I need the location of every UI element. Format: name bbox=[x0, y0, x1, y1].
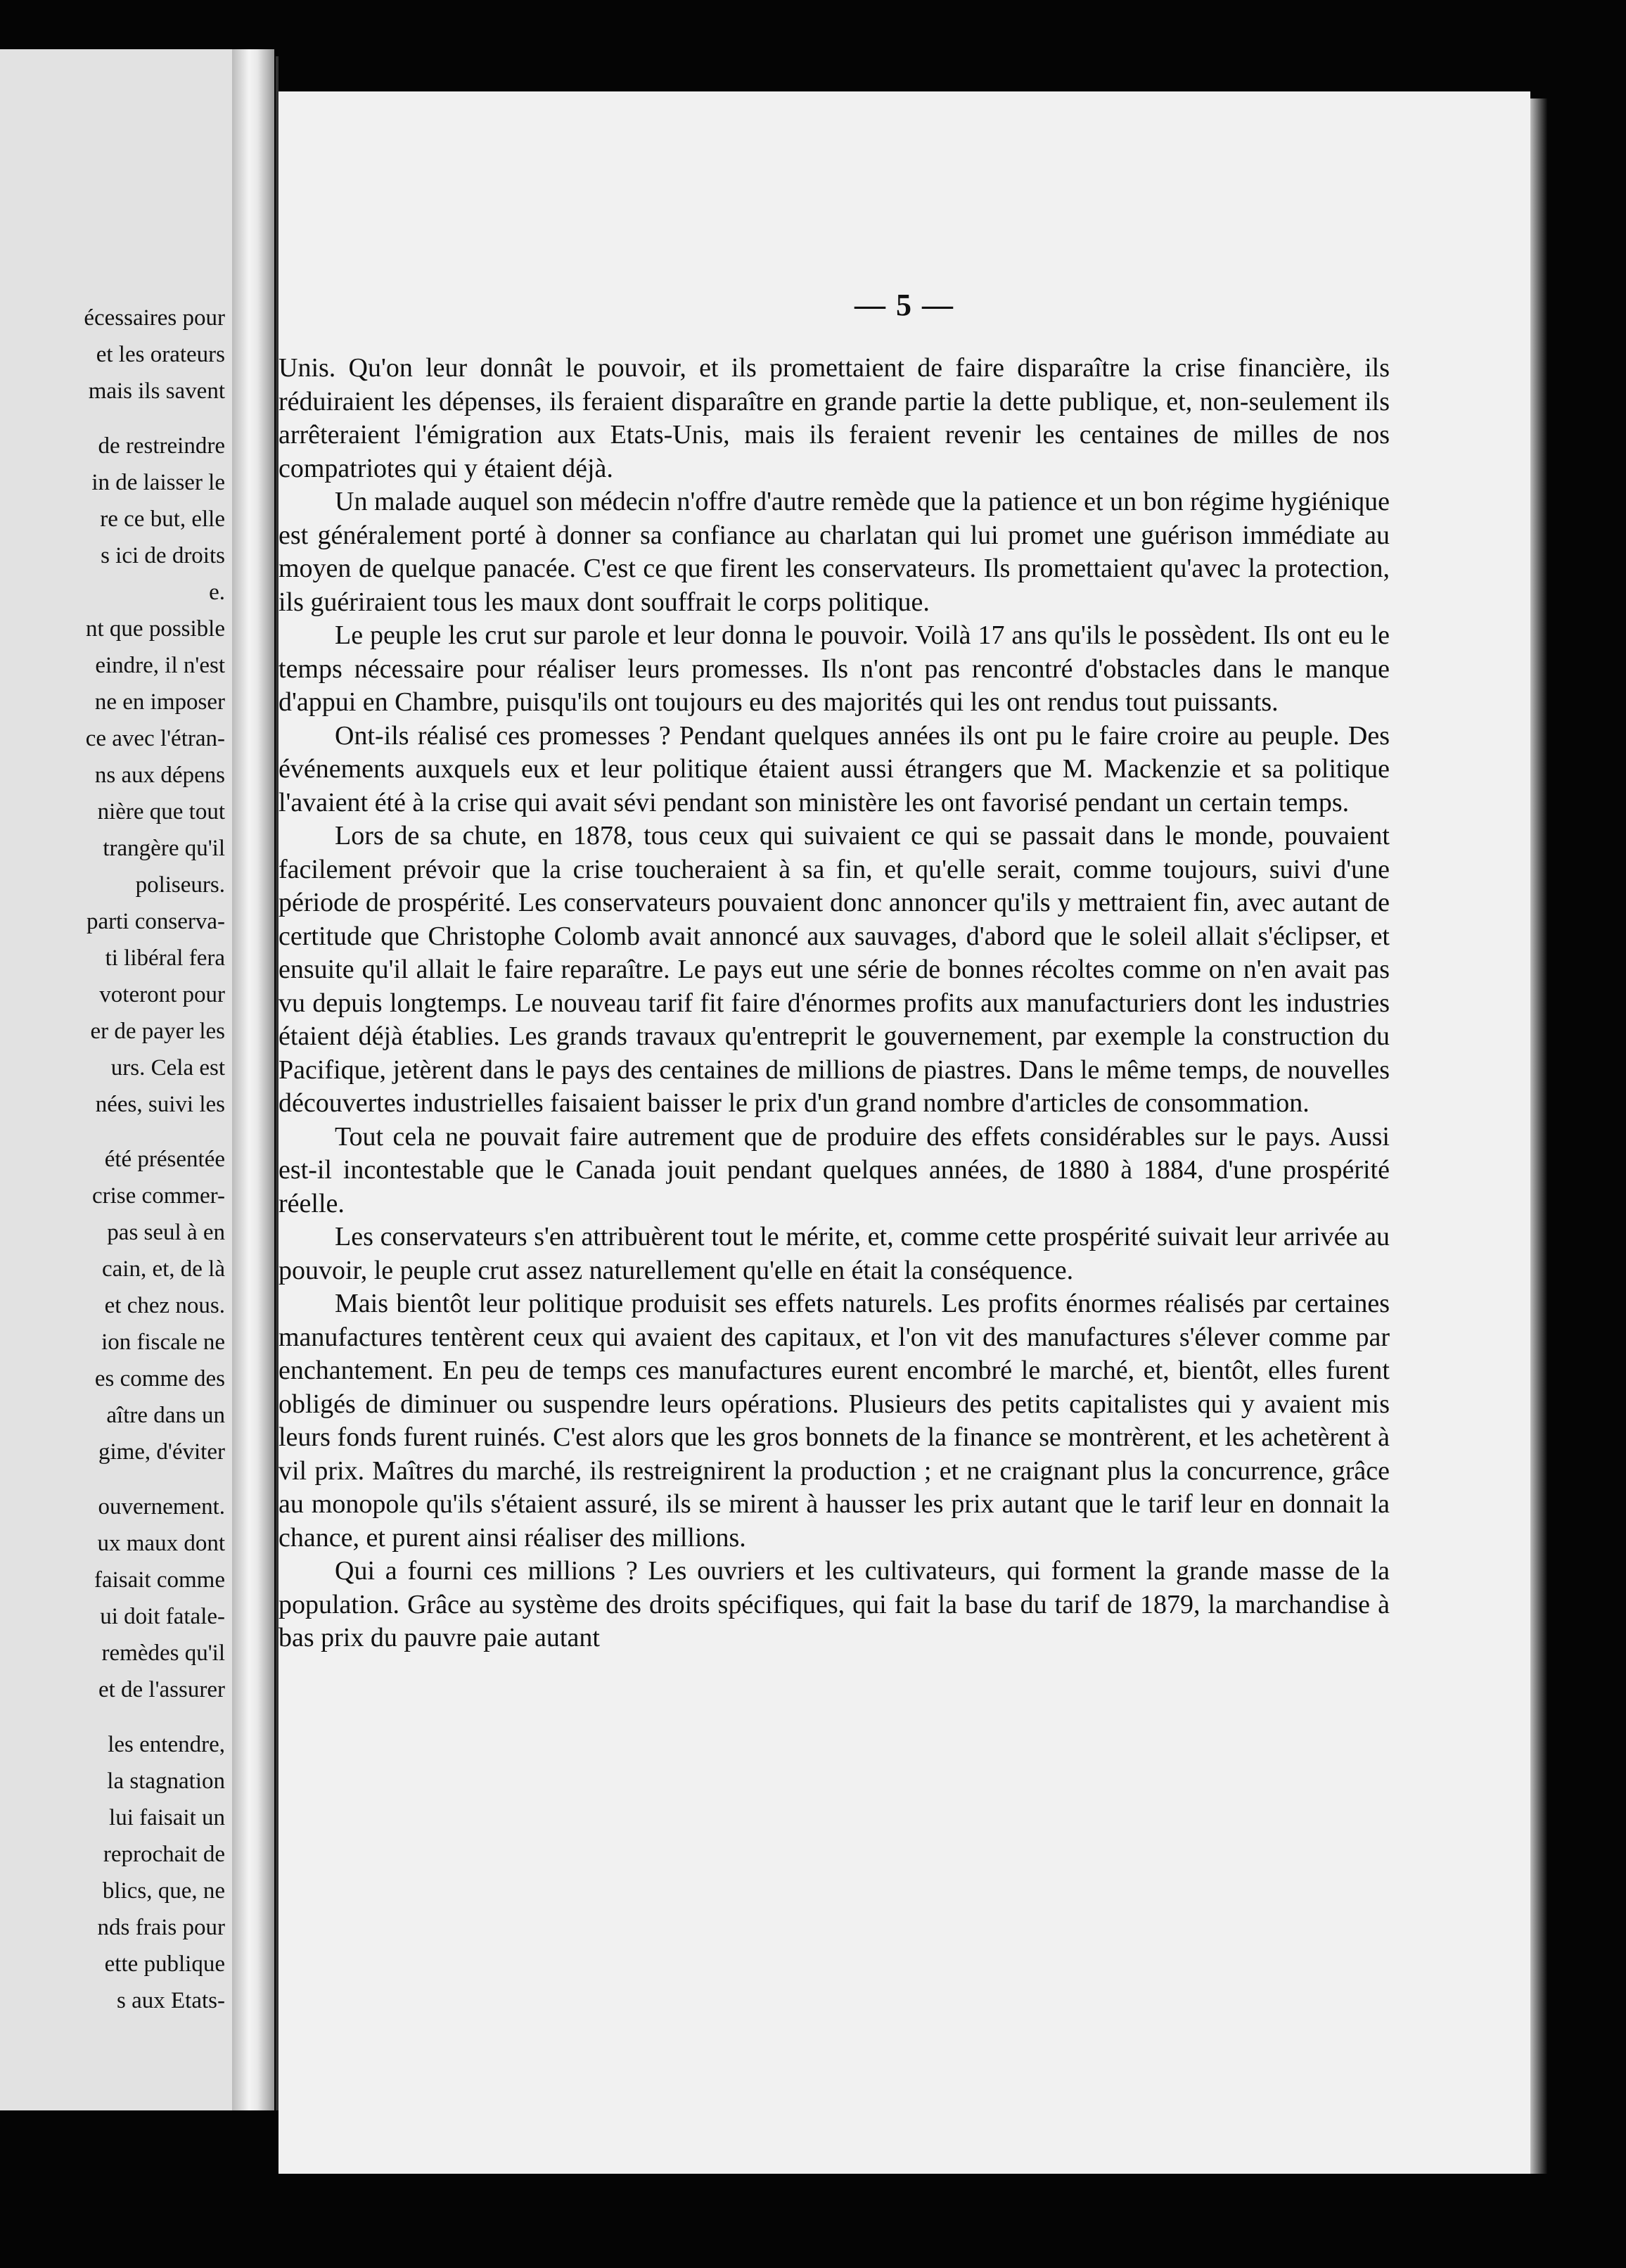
previous-page-line bbox=[1, 1708, 225, 1726]
previous-page-line: er de payer les bbox=[90, 1019, 225, 1044]
previous-page-line: la stagnation bbox=[107, 1769, 225, 1794]
paragraph: Unis. Qu'on leur donnât le pouvoir, et ils promettaient de faire disparaître la crise financière, ils réduiraient les dépenses, ils feraient disparaître en grande partie la dette publique, et, non-seulement ils arrêteraient l'émigration aux Etats-Unis, mais ils feraient revenir les centaines de milles de nos compatriotes qui y étaient déjà. bbox=[279, 353, 1390, 483]
paragraph: Ont-ils réalisé ces promesses ? Pendant quelques années ils ont pu le faire croire au peuple. Des événements auxquels eux et leur politique étaient aussi étrangers que M. Mackenzie et sa politique l'avaient été à la crise qui avait sévi pendant son ministère les ont favorisé pendant un certain temps. bbox=[279, 720, 1390, 817]
previous-page-line: de restreindre bbox=[98, 433, 225, 459]
previous-page-line: été présentée bbox=[104, 1147, 225, 1172]
paragraph: Mais bientôt leur politique produisit ses effets naturels. Les profits énormes réalisés par certaines manufactures tentèrent ceux qui avaient des capitaux, et l'on vit des manufactures s'élever comme par enchantement. En peu de temps ces manufactures eurent encombré le marché, et, bientôt, elles furent obligés de diminuer ou suspendre leurs opérations. Plusieurs des petits capitalistes qui y avaient mis leurs fonds furent ruinés. C'est alors que les gros bonnets de la finance se montrèrent, et les achetèrent à vil prix. Maîtres du marché, ils restreignirent la production ; et ne craignant plus la concurrence, grâce au monopole qu'ils s'étaient assuré, ils se mirent à hausser les prix autant que le tarif leur en donnait la chance, et purent ainsi réaliser des millions. bbox=[279, 1289, 1390, 1553]
previous-page-line: s aux Etats- bbox=[117, 1988, 225, 2013]
body-text bbox=[279, 352, 1390, 1655]
previous-page-line bbox=[1, 409, 225, 428]
page-number: — 5 — bbox=[854, 288, 954, 322]
previous-page-line: lui faisait un bbox=[109, 1805, 225, 1830]
previous-page-line: ne en imposer bbox=[94, 689, 225, 715]
previous-page-line: ouvernement. bbox=[98, 1494, 225, 1520]
previous-page-line bbox=[1, 1470, 225, 1489]
previous-page-line: ns aux dépens bbox=[94, 763, 225, 788]
previous-page-line: ux maux dont bbox=[97, 1531, 225, 1556]
previous-page-line: pas seul à en bbox=[107, 1220, 225, 1245]
previous-page-line: ui doit fatale- bbox=[100, 1604, 225, 1629]
previous-page-line: ce avec l'étran- bbox=[85, 726, 225, 751]
paragraph: Un malade auquel son médecin n'offre d'autre remède que la patience et un bon régime hygiénique est généralement porté à donner sa confiance au charlatan qui lui promet une guérison immédiate au moyen de quelque panacée. C'est ce que firent les conservateurs. Ils promettaient qu'avec la protection, ils guériraient tous les maux dont souffrait le corps politique. bbox=[279, 487, 1390, 617]
previous-page-line: parti conserva- bbox=[87, 909, 225, 934]
page bbox=[279, 91, 1530, 2174]
previous-page-line: re ce but, elle bbox=[100, 507, 225, 532]
previous-page-column bbox=[1, 300, 225, 2019]
previous-page-line: nées, suivi les bbox=[95, 1092, 225, 1117]
previous-page-line: crise commer- bbox=[92, 1183, 225, 1209]
previous-page-line: ti libéral fera bbox=[105, 945, 225, 971]
previous-page-line: remèdes qu'il bbox=[101, 1641, 225, 1666]
previous-page-line: et les orateurs bbox=[96, 342, 225, 367]
paragraph: Lors de sa chute, en 1878, tous ceux qui suivaient ce qui se passait dans le monde, pouvaient facilement prévoir que la crise toucheraient à sa fin, et qu'elle serait, comme toujours, suivi d'une période de prospérité. Les conservateurs pouvaient donc annoncer qu'ils y mettraient fin, avec autant de certitude que Christophe Colomb avait annoncé aux sauvages, d'abord que le soleil allait s'éclipser, et ensuite qu'il allait le faire reparaître. Le pays eut une série de bonnes récoltes comme on n'en avait pas vu depuis longtemps. Le nouveau tarif fit faire d'énormes profits aux manufacturiers dont les industries étaient déjà établies. Les grands travaux qu'entreprit le gouvernement, par exemple la construction du Pacifique, jetèrent dans le pays des centaines de millions de piastres. Dans le même temps, de nouvelles découvertes industrielles faisaient baisser le prix d'un grand nombre d'articles de consommation. bbox=[279, 821, 1390, 1118]
previous-page-line: et de l'assurer bbox=[98, 1677, 225, 1702]
previous-page-line: gime, d'éviter bbox=[98, 1439, 225, 1465]
previous-page-line bbox=[1, 1123, 225, 1141]
previous-page-line: es comme des bbox=[94, 1366, 225, 1391]
page-edge-shadow bbox=[1530, 98, 1547, 2174]
previous-page-line: s ici de droits bbox=[101, 543, 225, 568]
paragraph: Qui a fourni ces millions ? Les ouvriers et les cultivateurs, qui forment la grande masse de la population. Grâce au système des droits spécifiques, qui fait la base du tarif de 1879, la marchandise à bas prix du pauvre paie autant bbox=[279, 1556, 1390, 1652]
previous-page-line: eindre, il n'est bbox=[95, 653, 225, 678]
book-gutter bbox=[232, 49, 274, 2110]
previous-page-line: voteront pour bbox=[99, 982, 225, 1007]
previous-page-line: ion fiscale ne bbox=[101, 1330, 225, 1355]
previous-page-line: nt que possible bbox=[86, 616, 225, 642]
previous-page-line: poliseurs. bbox=[135, 872, 225, 898]
paragraph: Les conservateurs s'en attribuèrent tout le mérite, et, comme cette prospérité suivait leur arrivée au pouvoir, le peuple crut assez naturellement qu'elle en était la conséquence. bbox=[279, 1222, 1390, 1285]
previous-page-line: reprochait de bbox=[103, 1842, 225, 1867]
previous-page-line: cain, et, de là bbox=[102, 1256, 225, 1282]
previous-page-line: blics, que, ne bbox=[102, 1878, 225, 1904]
previous-page-line: écessaires pour bbox=[84, 305, 225, 331]
previous-page-line: e. bbox=[209, 580, 225, 605]
paragraph: Le peuple les crut sur parole et leur donna le pouvoir. Voilà 17 ans qu'ils le possèdent. Ils ont eu le temps nécessaire pour réaliser leurs promesses. Ils n'ont pas rencontré d'obstacles dans le manque d'appui en Chambre, puisqu'ils ont toujours eu des majorités qui les ont rendus tout puissants. bbox=[279, 620, 1390, 717]
paragraph: Tout cela ne pouvait faire autrement que de produire des effets considérables sur le pays. Aussi est-il incontestable que le Canada jouit pendant quelques années, de 1880 à 1884, d'une prospérité réelle. bbox=[279, 1121, 1390, 1218]
previous-page-fragment bbox=[0, 49, 232, 2110]
previous-page-line: aître dans un bbox=[106, 1403, 225, 1428]
previous-page-line: faisait comme bbox=[94, 1567, 225, 1593]
previous-page-line: nière que tout bbox=[97, 799, 225, 824]
previous-page-line: ette publique bbox=[104, 1951, 225, 1977]
previous-page-line: nds frais pour bbox=[97, 1915, 225, 1940]
previous-page-line: urs. Cela est bbox=[110, 1055, 225, 1081]
previous-page-line: et chez nous. bbox=[104, 1293, 225, 1318]
previous-page-line: trangère qu'il bbox=[103, 836, 225, 861]
previous-page-line: mais ils savent bbox=[88, 378, 225, 404]
previous-page-line: les entendre, bbox=[108, 1732, 225, 1757]
previous-page-line: in de laisser le bbox=[91, 470, 225, 495]
